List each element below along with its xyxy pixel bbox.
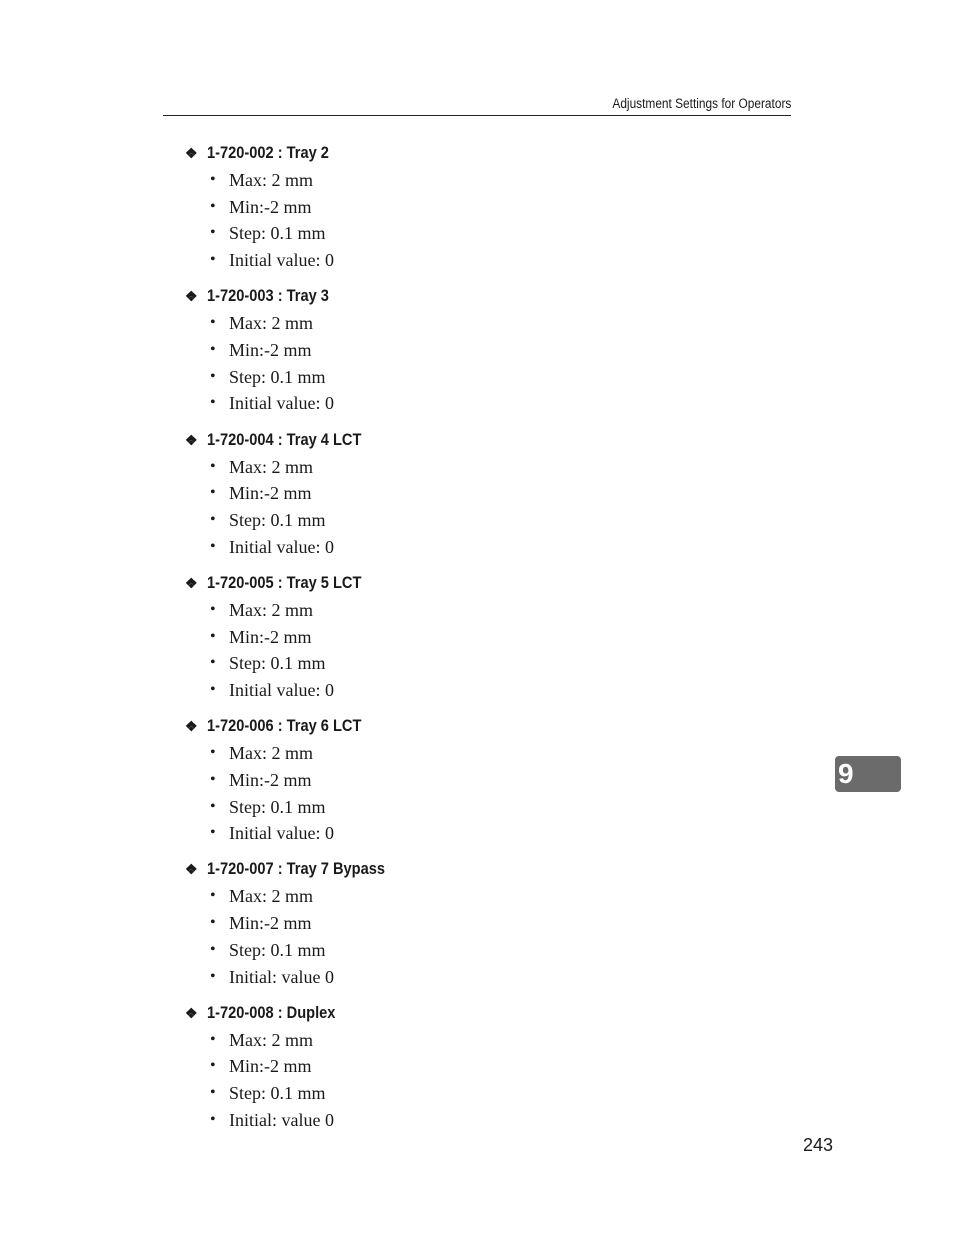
- diamond-icon: ❖: [185, 431, 198, 448]
- list-item: • Step: 0.1 mm: [185, 507, 745, 534]
- list-item: • Max: 2 mm: [185, 883, 745, 910]
- section: [185, 141, 745, 284]
- list-item: • Max: 2 mm: [185, 454, 745, 481]
- bullet-icon: •: [210, 314, 216, 332]
- running-header: [163, 94, 791, 116]
- chapter-tab-number: 9: [838, 758, 854, 789]
- section-title: ❖ 1-720-006 : Tray 6 LCT: [185, 714, 745, 738]
- diamond-icon: ❖: [185, 1004, 198, 1021]
- running-header-title: Adjustment Settings for Operators: [612, 96, 791, 111]
- list-item: • Max: 2 mm: [185, 167, 745, 194]
- list-item: • Step: 0.1 mm: [185, 937, 745, 964]
- bullet-icon: •: [210, 1110, 216, 1128]
- list-item: • Min:-2 mm: [185, 1053, 745, 1080]
- page-content: [185, 141, 745, 1144]
- list-item: • Min:-2 mm: [185, 194, 745, 221]
- item-list: [185, 454, 745, 561]
- bullet-icon: •: [210, 654, 216, 672]
- list-item: • Max: 2 mm: [185, 1027, 745, 1054]
- bullet-icon: •: [210, 224, 216, 242]
- list-item: • Step: 0.1 mm: [185, 650, 745, 677]
- bullet-icon: •: [210, 940, 216, 958]
- bullet-icon: •: [210, 537, 216, 555]
- bullet-icon: •: [210, 367, 216, 385]
- bullet-icon: •: [210, 680, 216, 698]
- list-item: • Initial value: 0: [185, 534, 745, 561]
- section-title: ❖ 1-720-004 : Tray 4 LCT: [185, 428, 745, 452]
- bullet-icon: •: [210, 770, 216, 788]
- list-item: • Step: 0.1 mm: [185, 794, 745, 821]
- bullet-icon: •: [210, 457, 216, 475]
- item-list: [185, 167, 745, 274]
- diamond-icon: ❖: [185, 288, 198, 305]
- bullet-icon: •: [210, 251, 216, 269]
- item-list: [185, 740, 745, 847]
- bullet-icon: •: [210, 510, 216, 528]
- bullet-icon: •: [210, 887, 216, 905]
- bullet-icon: •: [210, 1030, 216, 1048]
- list-item: • Step: 0.1 mm: [185, 220, 745, 247]
- chapter-tab: [835, 756, 901, 792]
- list-item: • Min:-2 mm: [185, 337, 745, 364]
- section: [185, 714, 745, 857]
- item-list: [185, 597, 745, 704]
- bullet-icon: •: [210, 967, 216, 985]
- list-item: • Initial value: 0: [185, 390, 745, 417]
- bullet-icon: •: [210, 744, 216, 762]
- list-item: • Max: 2 mm: [185, 740, 745, 767]
- bullet-icon: •: [210, 600, 216, 618]
- list-item: • Max: 2 mm: [185, 597, 745, 624]
- section: [185, 428, 745, 571]
- section: [185, 571, 745, 714]
- list-item: • Min:-2 mm: [185, 910, 745, 937]
- list-item: • Initial value: 0: [185, 677, 745, 704]
- list-item: • Initial value: 0: [185, 247, 745, 274]
- diamond-icon: ❖: [185, 861, 198, 878]
- list-item: • Initial: value 0: [185, 964, 745, 991]
- bullet-icon: •: [210, 824, 216, 842]
- bullet-icon: •: [210, 171, 216, 188]
- section-title: ❖ 1-720-003 : Tray 3: [185, 284, 745, 308]
- diamond-icon: ❖: [185, 718, 198, 735]
- bullet-icon: •: [210, 340, 216, 358]
- list-item: • Initial value: 0: [185, 820, 745, 847]
- bullet-icon: •: [210, 797, 216, 815]
- section-title: ❖ 1-720-005 : Tray 5 LCT: [185, 571, 745, 595]
- bullet-icon: •: [210, 394, 216, 412]
- item-list: [185, 1027, 745, 1134]
- item-list: [185, 310, 745, 417]
- list-item: • Max: 2 mm: [185, 310, 745, 337]
- item-list: [185, 883, 745, 990]
- section-title: ❖ 1-720-008 : Duplex: [185, 1001, 745, 1025]
- section: [185, 1001, 745, 1144]
- section: [185, 284, 745, 427]
- list-item: • Initial: value 0: [185, 1107, 745, 1134]
- list-item: • Min:-2 mm: [185, 767, 745, 794]
- bullet-icon: •: [210, 914, 216, 932]
- page-number: 243: [803, 1135, 834, 1155]
- section-title: ❖ 1-720-007 : Tray 7 Bypass: [185, 857, 745, 881]
- section-title: ❖ 1-720-002 : Tray 2: [185, 141, 745, 165]
- bullet-icon: •: [210, 197, 216, 215]
- bullet-icon: •: [210, 1084, 216, 1102]
- list-item: • Step: 0.1 mm: [185, 364, 745, 391]
- section: [185, 857, 745, 1000]
- bullet-icon: •: [210, 484, 216, 502]
- bullet-icon: •: [210, 1057, 216, 1075]
- diamond-icon: ❖: [185, 574, 198, 591]
- list-item: • Step: 0.1 mm: [185, 1080, 745, 1107]
- diamond-icon: ❖: [185, 145, 198, 161]
- list-item: • Min:-2 mm: [185, 624, 745, 651]
- bullet-icon: •: [210, 627, 216, 645]
- list-item: • Min:-2 mm: [185, 480, 745, 507]
